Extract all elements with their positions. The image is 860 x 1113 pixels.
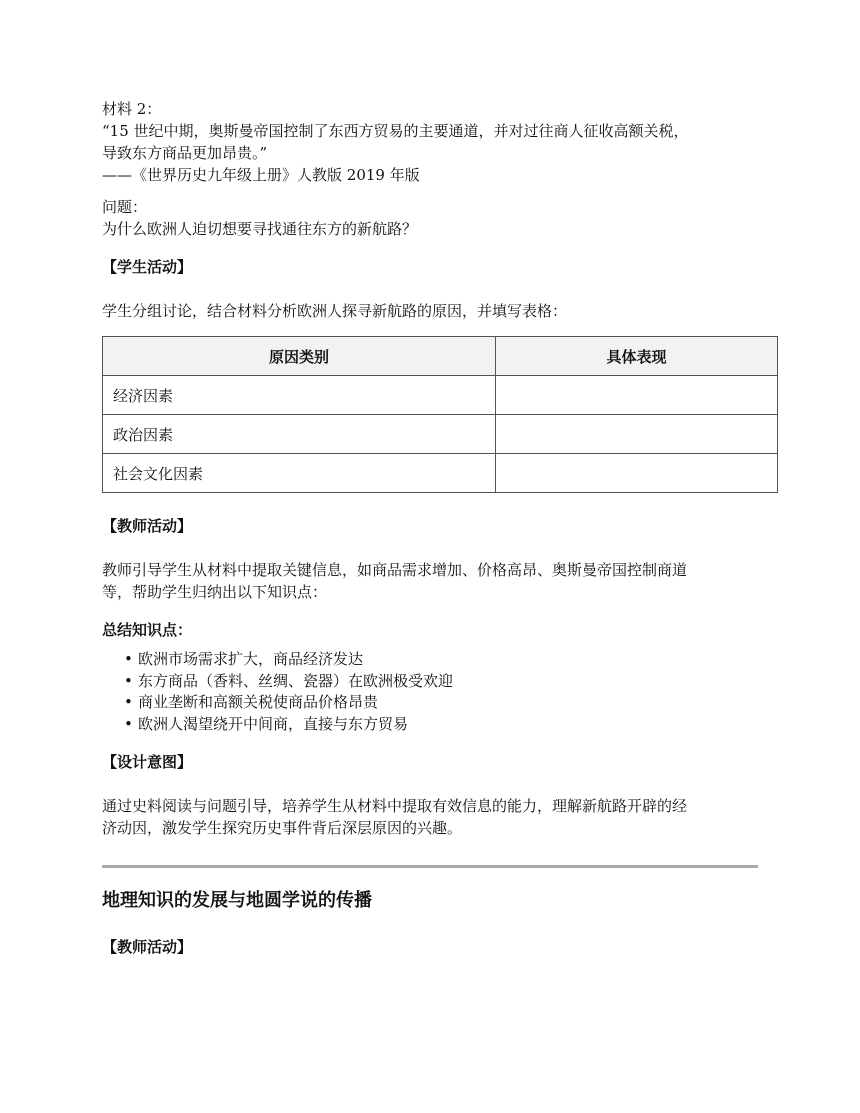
teacher-activity-paragraph-line-1: 教师引导学生从材料中提取关键信息，如商品需求增加、价格高昂、奥斯曼帝国控制商道 [102, 561, 688, 579]
next-teacher-activity-title: 【教师活动】 [102, 938, 193, 956]
list-item: • 东方商品（香料、丝绸、瓷器）在欧洲极受欢迎 [138, 671, 778, 693]
table-header-category: 原因类别 [103, 337, 496, 376]
table-cell-category: 社会文化因素 [103, 454, 496, 493]
student-activity-title: 【学生活动】 [102, 258, 193, 276]
document-page [102, 98, 778, 958]
teacher-activity-paragraph-line-2: 等，帮助学生归纳出以下知识点： [102, 583, 328, 601]
table-cell-details[interactable] [496, 376, 778, 415]
section-heading: 地理知识的发展与地圆学说的传播 [102, 890, 372, 911]
question-text: 为什么欧洲人迫切想要寻找通往东方的新航路？ [102, 220, 418, 238]
material-block [102, 98, 778, 186]
knowledge-points-list [102, 649, 778, 735]
material-quote-line-1: “15 世纪中期，奥斯曼帝国控制了东西方贸易的主要通道，并对过往商人征收高额关税， [102, 122, 689, 140]
question-label: 问题： [102, 198, 148, 216]
design-intent-title: 【设计意图】 [102, 753, 193, 771]
table-cell-category: 政治因素 [103, 415, 496, 454]
list-item: • 欧洲市场需求扩大，商品经济发达 [138, 649, 778, 671]
student-activity-instruction: 学生分组讨论，结合材料分析欧洲人探寻新航路的原因，并填写表格： [102, 302, 568, 320]
material-quote-line-2: 导致东方商品更加昂贵。” [102, 144, 268, 162]
table-row [103, 415, 778, 454]
material-source: ——《世界历史九年级上册》人教版 2019 年版 [102, 166, 420, 184]
table-header-row [103, 337, 778, 376]
design-intent-paragraph-line-1: 通过史料阅读与问题引导，培养学生从材料中提取有效信息的能力，理解新航路开辟的经 [102, 797, 688, 815]
table-row [103, 454, 778, 493]
table-row [103, 376, 778, 415]
question-block [102, 196, 778, 240]
teacher-activity-title: 【教师活动】 [102, 517, 193, 535]
material-label: 材料 2： [102, 100, 162, 118]
table-cell-details[interactable] [496, 415, 778, 454]
table-cell-category: 经济因素 [103, 376, 496, 415]
list-item: • 商业垄断和高额关税使商品价格昂贵 [138, 692, 778, 714]
reasons-table [102, 336, 778, 493]
table-cell-details[interactable] [496, 454, 778, 493]
design-intent-paragraph-line-2: 济动因，激发学生探究历史事件背后深层原因的兴趣。 [102, 819, 463, 837]
table-header-details: 具体表现 [496, 337, 778, 376]
list-item: • 欧洲人渴望绕开中间商，直接与东方贸易 [138, 714, 778, 736]
summary-title: 总结知识点： [102, 621, 193, 639]
